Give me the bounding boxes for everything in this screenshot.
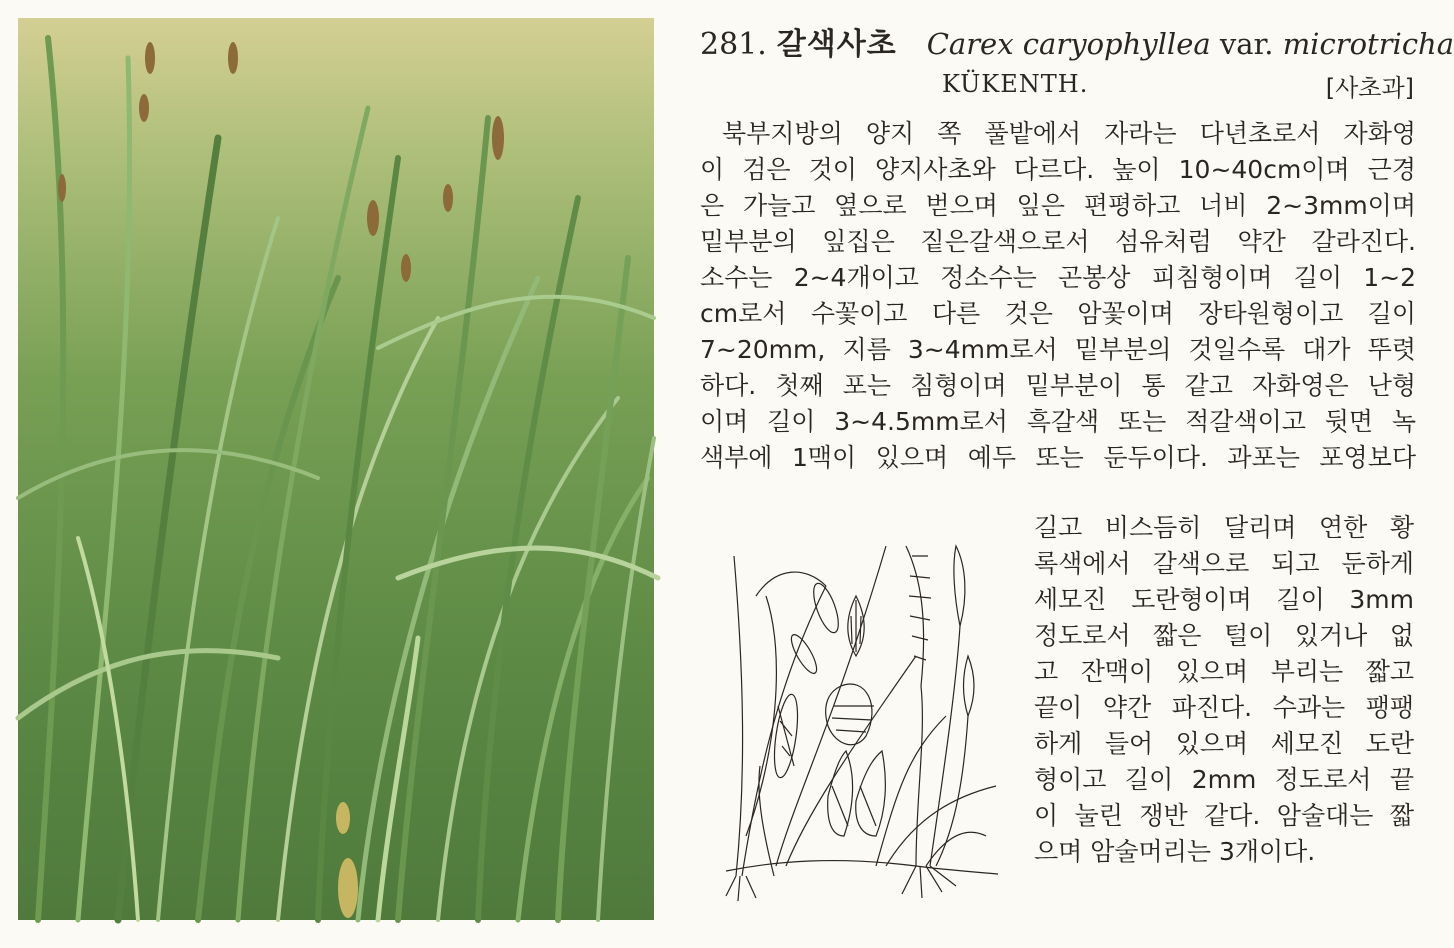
text-line: 끝이 약간 파진다. 수과는 팽팽 [1034, 693, 1414, 722]
text-line: 형이고 길이 2mm 정도로서 끝 [1034, 765, 1414, 794]
family-name: [사초과] [1325, 74, 1414, 102]
scientific-binomial: Carex caryophyllea [926, 27, 1211, 61]
text-line: 색부에 1맥이 있으며 예두 또는 둔두이다. 과포는 포영보다 [700, 443, 1416, 472]
text-line: 으며 암술머리는 3개이다. [1034, 837, 1316, 866]
description-wrapped-text [1034, 510, 1414, 870]
text-line: 밑부분의 잎집은 짙은갈색으로서 섬유처럼 약간 갈라진다. [700, 227, 1416, 256]
grass-blades-image [18, 18, 654, 920]
scientific-var: var. [1219, 27, 1274, 61]
korean-name: 갈색사초 [776, 27, 897, 62]
text-line: 이 검은 것이 양지사초와 다르다. 높이 10~40cm이며 근경 [700, 155, 1416, 184]
species-header [700, 24, 1454, 104]
scientific-name [927, 27, 1454, 61]
text-line: 하다. 첫째 포는 침형이며 밑부분이 통 같고 자화영은 난형 [700, 371, 1416, 400]
text-line: 록색에서 갈색으로 되고 둔하게 [1034, 549, 1414, 578]
text-line: 이며 길이 3~4.5mm로서 흑갈색 또는 적갈색이고 뒷면 녹 [700, 407, 1416, 436]
text-line: 소수는 2~4개이고 정소수는 곤봉상 피침형이며 길이 1~2 [700, 263, 1416, 292]
text-line: 고 잔맥이 있으며 부리는 짧고 [1034, 657, 1414, 686]
text-line: 하게 들어 있으며 세모진 도란 [1034, 729, 1414, 758]
text-line: 세모진 도란형이며 길이 3mm [1034, 585, 1414, 614]
sedge-photograph [18, 18, 654, 920]
botanical-illustration [716, 536, 1006, 906]
text-line: 7~20mm, 지름 3~4mm로서 밑부분의 것일수록 대가 뚜렷 [700, 335, 1416, 364]
text-line: 북부지방의 양지 쪽 풀밭에서 자라는 다년초로서 자화영 [722, 119, 1416, 148]
text-line: 이 눌린 쟁반 같다. 암술대는 짧 [1034, 801, 1414, 830]
text-line: cm로서 수꽃이고 다른 것은 암꽃이며 장타원형이고 길이 [700, 299, 1416, 328]
sedge-drawing [716, 536, 1006, 906]
author-name: KÜKENTH. [942, 70, 1089, 98]
text-line: 정도로서 짧은 털이 있거나 없 [1034, 621, 1414, 650]
text-line: 은 가늘고 옆으로 벋으며 잎은 편평하고 너비 2~3mm이며 [700, 191, 1416, 220]
text-line: 길고 비스듬히 달리며 연한 황 [1034, 513, 1414, 542]
species-number: 281. [700, 27, 767, 62]
title-line [700, 24, 1454, 65]
scientific-variety: microtricha [1282, 27, 1454, 61]
description-text [700, 116, 1416, 476]
